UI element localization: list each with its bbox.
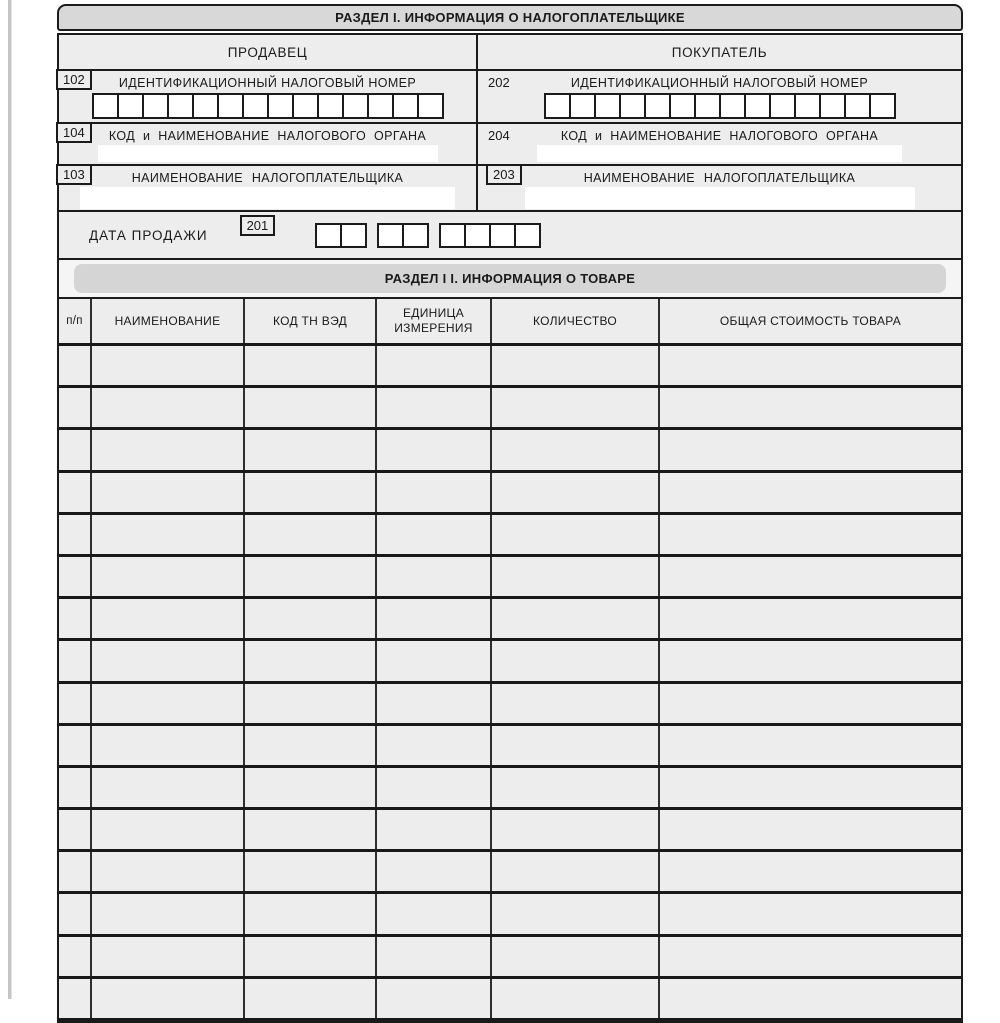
table-row xyxy=(59,641,961,683)
table-cell[interactable] xyxy=(492,473,660,512)
taxpayer-name-row xyxy=(59,166,961,212)
table-cell[interactable] xyxy=(377,726,492,765)
table-cell[interactable] xyxy=(377,641,492,680)
digit-cell[interactable] xyxy=(342,93,369,119)
digit-cell[interactable] xyxy=(544,93,571,119)
table-cell[interactable] xyxy=(660,388,961,427)
buyer-header-cell xyxy=(478,35,961,69)
table-cell[interactable] xyxy=(59,557,92,596)
buyer-inn-field-code: 202 xyxy=(488,75,510,90)
table-cell[interactable] xyxy=(92,430,245,469)
table-row xyxy=(59,810,961,852)
tax-authority-row xyxy=(59,124,961,166)
table-row xyxy=(59,515,961,557)
digit-cell[interactable] xyxy=(514,223,541,248)
form-body xyxy=(57,33,963,1023)
digit-cell[interactable] xyxy=(844,93,871,119)
table-cell[interactable] xyxy=(660,810,961,849)
table-cell[interactable] xyxy=(492,852,660,891)
digit-cell[interactable] xyxy=(744,93,771,119)
buyer-inn-label: ИДЕНТИФИКАЦИОННЫЙ НАЛОГОВЫЙ НОМЕР xyxy=(570,76,869,90)
section1-title: РАЗДЕЛ I. ИНФОРМАЦИЯ О НАЛОГОПЛАТЕЛЬЩИКЕ xyxy=(335,10,685,25)
table-cell[interactable] xyxy=(59,641,92,680)
column-header: КОД ТН ВЭД xyxy=(245,299,377,343)
table-cell[interactable] xyxy=(492,515,660,554)
table-cell[interactable] xyxy=(245,346,377,385)
table-cell[interactable] xyxy=(92,894,245,933)
table-cell[interactable] xyxy=(245,473,377,512)
seller-name-input[interactable] xyxy=(80,187,455,209)
buyer-name-cell xyxy=(478,166,961,210)
table-cell[interactable] xyxy=(92,810,245,849)
table-cell[interactable] xyxy=(377,768,492,807)
table-cell[interactable] xyxy=(245,979,377,1018)
buyer-authority-cell xyxy=(478,124,961,164)
table-cell[interactable] xyxy=(660,641,961,680)
buyer-name-label: НАИМЕНОВАНИЕ НАЛОГОПЛАТЕЛЬЩИКА xyxy=(583,171,856,185)
table-cell[interactable] xyxy=(92,768,245,807)
table-cell[interactable] xyxy=(59,599,92,638)
tax-form xyxy=(57,4,963,1023)
table-cell[interactable] xyxy=(59,388,92,427)
table-cell[interactable] xyxy=(660,894,961,933)
table-cell[interactable] xyxy=(492,430,660,469)
seller-header-cell xyxy=(59,35,478,69)
table-cell[interactable] xyxy=(492,599,660,638)
seller-name-label: НАИМЕНОВАНИЕ НАЛОГОПЛАТЕЛЬЩИКА xyxy=(131,171,404,185)
table-cell[interactable] xyxy=(377,515,492,554)
digit-cell[interactable] xyxy=(869,93,896,119)
table-cell[interactable] xyxy=(660,473,961,512)
table-row xyxy=(59,979,961,1021)
column-header: п/п xyxy=(59,299,92,343)
table-row xyxy=(59,388,961,430)
digit-cell[interactable] xyxy=(267,93,294,119)
digit-cell[interactable] xyxy=(669,93,696,119)
seller-authority-label: КОД и НАИМЕНОВАНИЕ НАЛОГОВОГО ОРГАНА xyxy=(108,129,427,143)
table-row xyxy=(59,430,961,472)
table-cell[interactable] xyxy=(92,852,245,891)
table-cell[interactable] xyxy=(377,430,492,469)
table-cell[interactable] xyxy=(492,768,660,807)
table-cell[interactable] xyxy=(59,346,92,385)
buyer-header-label: ПОКУПАТЕЛЬ xyxy=(671,44,768,60)
digit-cell[interactable] xyxy=(217,93,244,119)
table-cell[interactable] xyxy=(59,726,92,765)
table-cell[interactable] xyxy=(92,641,245,680)
table-cell[interactable] xyxy=(660,346,961,385)
table-cell[interactable] xyxy=(492,810,660,849)
table-cell[interactable] xyxy=(377,599,492,638)
table-cell[interactable] xyxy=(492,346,660,385)
table-cell[interactable] xyxy=(245,937,377,976)
buyer-authority-field-code: 204 xyxy=(488,128,510,143)
digit-cell[interactable] xyxy=(167,93,194,119)
table-cell[interactable] xyxy=(92,388,245,427)
table-row xyxy=(59,684,961,726)
digit-cell[interactable] xyxy=(377,223,404,248)
seller-authority-field-code: 104 xyxy=(56,122,92,143)
digit-cell[interactable] xyxy=(719,93,746,119)
sale-date-input[interactable] xyxy=(315,223,541,248)
table-cell[interactable] xyxy=(245,684,377,723)
table-cell[interactable] xyxy=(660,852,961,891)
table-row xyxy=(59,557,961,599)
buyer-authority-label: КОД и НАИМЕНОВАНИЕ НАЛОГОВОГО ОРГАНА xyxy=(560,129,879,143)
table-cell[interactable] xyxy=(377,894,492,933)
section2-title: РАЗДЕЛ I I. ИНФОРМАЦИЯ О ТОВАРЕ xyxy=(384,271,636,286)
table-cell[interactable] xyxy=(492,979,660,1018)
section2-header-row xyxy=(59,260,961,299)
date-digit-group xyxy=(377,223,429,248)
table-cell[interactable] xyxy=(492,557,660,596)
column-header: НАИМЕНОВАНИЕ xyxy=(92,299,245,343)
table-cell[interactable] xyxy=(59,810,92,849)
table-cell[interactable] xyxy=(59,430,92,469)
buyer-name-input[interactable] xyxy=(525,187,915,209)
table-cell[interactable] xyxy=(377,684,492,723)
seller-name-cell xyxy=(59,166,478,210)
section2-header xyxy=(74,264,946,293)
seller-name-field-code: 103 xyxy=(56,164,92,185)
goods-table-header xyxy=(59,299,961,346)
seller-authority-input[interactable] xyxy=(98,145,438,162)
digit-cell[interactable] xyxy=(417,93,444,119)
digit-cell[interactable] xyxy=(464,223,491,248)
date-digit-group xyxy=(315,223,367,248)
table-cell[interactable] xyxy=(245,726,377,765)
date-digit-group xyxy=(439,223,541,248)
table-cell[interactable] xyxy=(492,641,660,680)
table-cell[interactable] xyxy=(492,388,660,427)
table-cell[interactable] xyxy=(492,684,660,723)
digit-cell[interactable] xyxy=(594,93,621,119)
table-row xyxy=(59,768,961,810)
table-cell[interactable] xyxy=(660,726,961,765)
table-cell[interactable] xyxy=(377,473,492,512)
table-cell[interactable] xyxy=(59,768,92,807)
table-cell[interactable] xyxy=(245,515,377,554)
table-row xyxy=(59,473,961,515)
table-row xyxy=(59,852,961,894)
table-cell[interactable] xyxy=(245,388,377,427)
table-cell[interactable] xyxy=(245,430,377,469)
table-row xyxy=(59,894,961,936)
table-cell[interactable] xyxy=(92,346,245,385)
goods-table-body xyxy=(59,346,961,1021)
seller-inn-input[interactable] xyxy=(92,93,444,119)
table-row xyxy=(59,726,961,768)
inn-row xyxy=(59,71,961,124)
seller-inn-cell xyxy=(59,71,478,122)
digit-cell[interactable] xyxy=(569,93,596,119)
table-cell[interactable] xyxy=(245,641,377,680)
digit-cell[interactable] xyxy=(644,93,671,119)
buyer-inn-cell xyxy=(478,71,961,122)
table-cell[interactable] xyxy=(59,894,92,933)
table-cell[interactable] xyxy=(59,515,92,554)
table-cell[interactable] xyxy=(660,515,961,554)
table-cell[interactable] xyxy=(245,810,377,849)
table-cell[interactable] xyxy=(377,937,492,976)
table-cell[interactable] xyxy=(377,346,492,385)
table-cell[interactable] xyxy=(492,894,660,933)
table-cell[interactable] xyxy=(92,937,245,976)
table-cell[interactable] xyxy=(492,937,660,976)
table-cell[interactable] xyxy=(59,979,92,1018)
sale-date-label: ДАТА ПРОДАЖИ xyxy=(89,227,208,243)
digit-cell[interactable] xyxy=(315,223,342,248)
table-cell[interactable] xyxy=(59,937,92,976)
table-cell[interactable] xyxy=(92,515,245,554)
table-cell[interactable] xyxy=(245,557,377,596)
seller-authority-cell xyxy=(59,124,478,164)
digit-cell[interactable] xyxy=(117,93,144,119)
table-cell[interactable] xyxy=(660,684,961,723)
table-cell[interactable] xyxy=(59,852,92,891)
digit-cell[interactable] xyxy=(619,93,646,119)
sale-date-row xyxy=(59,212,961,260)
digit-cell[interactable] xyxy=(192,93,219,119)
column-header: ОБЩАЯ СТОИМОСТЬ ТОВАРА xyxy=(719,313,902,328)
buyer-inn-input[interactable] xyxy=(544,93,896,119)
digit-cell[interactable] xyxy=(694,93,721,119)
table-cell[interactable] xyxy=(245,852,377,891)
table-cell[interactable] xyxy=(660,599,961,638)
buyer-name-field-code: 203 xyxy=(486,164,522,185)
table-cell[interactable] xyxy=(660,557,961,596)
table-row xyxy=(59,937,961,979)
table-cell[interactable] xyxy=(245,768,377,807)
table-cell[interactable] xyxy=(660,768,961,807)
digit-cell[interactable] xyxy=(489,223,516,248)
table-cell[interactable] xyxy=(377,557,492,596)
table-cell[interactable] xyxy=(660,430,961,469)
digit-cell[interactable] xyxy=(402,223,429,248)
seller-inn-label: ИДЕНТИФИКАЦИОННЫЙ НАЛОГОВЫЙ НОМЕР xyxy=(118,76,417,90)
table-cell[interactable] xyxy=(245,894,377,933)
table-cell[interactable] xyxy=(92,684,245,723)
page-edge-line xyxy=(8,0,12,999)
digit-cell[interactable] xyxy=(317,93,344,119)
section1-header xyxy=(57,4,963,31)
buyer-authority-input[interactable] xyxy=(537,145,902,162)
parties-row xyxy=(59,35,961,71)
table-cell[interactable] xyxy=(92,979,245,1018)
table-cell[interactable] xyxy=(92,726,245,765)
table-cell[interactable] xyxy=(92,557,245,596)
table-cell[interactable] xyxy=(59,473,92,512)
table-row xyxy=(59,599,961,641)
digit-cell[interactable] xyxy=(439,223,466,248)
digit-cell[interactable] xyxy=(340,223,367,248)
table-cell[interactable] xyxy=(660,937,961,976)
digit-cell[interactable] xyxy=(794,93,821,119)
table-cell[interactable] xyxy=(92,599,245,638)
digit-cell[interactable] xyxy=(142,93,169,119)
digit-cell[interactable] xyxy=(769,93,796,119)
seller-header-label: ПРОДАВЕЦ xyxy=(227,44,308,60)
table-row xyxy=(59,346,961,388)
table-cell[interactable] xyxy=(59,684,92,723)
digit-cell[interactable] xyxy=(819,93,846,119)
table-cell[interactable] xyxy=(660,979,961,1018)
digit-cell[interactable] xyxy=(392,93,419,119)
table-cell[interactable] xyxy=(377,979,492,1018)
table-cell[interactable] xyxy=(377,852,492,891)
digit-cell[interactable] xyxy=(242,93,269,119)
table-cell[interactable] xyxy=(92,473,245,512)
column-header: ЕДИНИЦА ИЗМЕРЕНИЯ xyxy=(377,299,492,343)
seller-inn-field-code: 102 xyxy=(56,69,92,90)
table-cell[interactable] xyxy=(245,599,377,638)
digit-cell[interactable] xyxy=(92,93,119,119)
sale-date-field-code: 201 xyxy=(240,215,276,236)
column-header: КОЛИЧЕСТВО xyxy=(492,299,660,343)
table-cell[interactable] xyxy=(492,726,660,765)
digit-cell[interactable] xyxy=(367,93,394,119)
digit-cell[interactable] xyxy=(292,93,319,119)
table-cell[interactable] xyxy=(377,810,492,849)
table-cell[interactable] xyxy=(377,388,492,427)
